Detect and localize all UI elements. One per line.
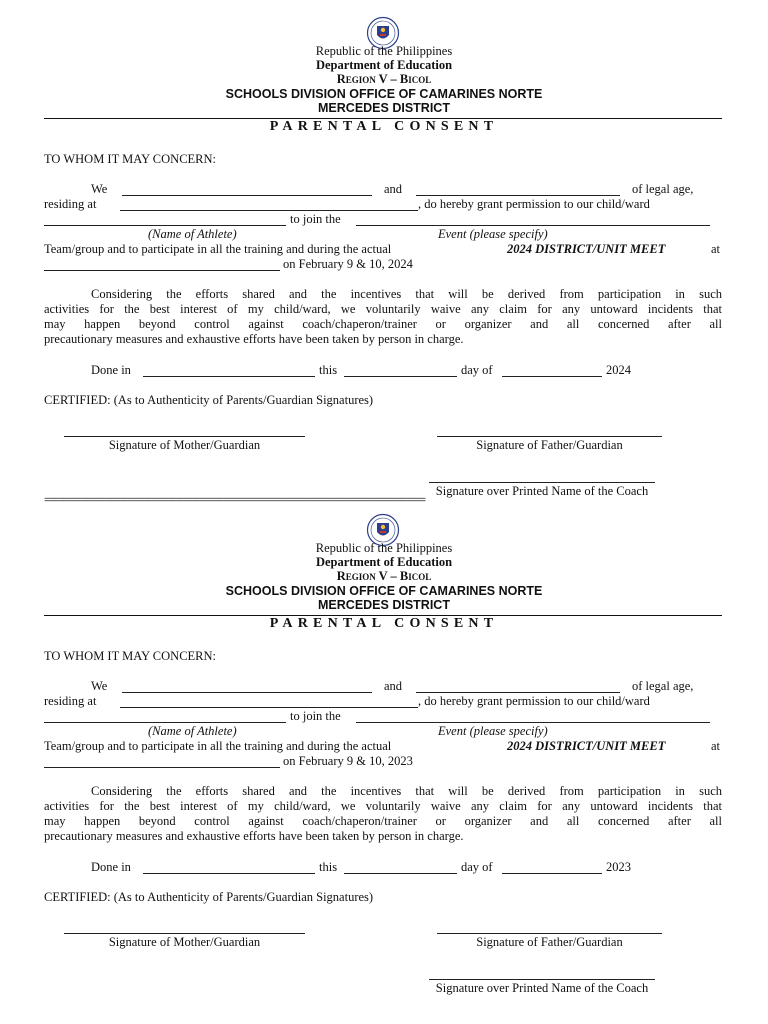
header-department: Department of Education [315, 58, 453, 72]
header-region: Region V – Bicol [336, 569, 432, 583]
done-place-field[interactable] [143, 873, 315, 874]
header-district: MERCEDES DISTRICT [318, 101, 450, 115]
consider-line-3: may happen beyond control against coach/chaperon/trainer or organizer and all concerned after all [44, 814, 722, 828]
consent-form-2 [0, 511, 768, 1007]
month-field[interactable] [502, 873, 602, 874]
done-in-label: Done in [91, 860, 131, 874]
team-text: Team/group and to participate in all the training and during the actual [44, 242, 392, 256]
consider-line-2: activities for the best interest of my child/ward, we voluntarily waive any claim for any untoward incidents that [44, 302, 722, 316]
parent1-name-field[interactable] [122, 195, 372, 196]
consider-line-4: precautionary measures and exhaustive efforts have been taken by person in charge. [44, 829, 464, 843]
this-label: this [319, 363, 338, 377]
and-label: and [384, 182, 403, 196]
father-signature-label: Signature of Father/Guardian [476, 935, 623, 949]
to-join-label: to join the [290, 212, 341, 226]
athlete-caption: (Name of Athlete) [148, 724, 237, 738]
at-label: at [711, 739, 721, 753]
team-text: Team/group and to participate in all the training and during the actual [44, 739, 392, 753]
meet-date: on February 9 & 10, 2023 [283, 754, 413, 768]
event-field[interactable] [356, 722, 710, 723]
father-signature-line[interactable] [437, 933, 662, 934]
venue-field[interactable] [44, 767, 280, 768]
this-label: this [319, 860, 338, 874]
header-district: MERCEDES DISTRICT [318, 598, 450, 612]
salutation: TO WHOM IT MAY CONCERN: [44, 152, 217, 166]
legal-age-label: of legal age, [632, 679, 694, 693]
athlete-caption: (Name of Athlete) [148, 227, 237, 241]
meet-name: 2024 DISTRICT/UNIT MEET [507, 739, 666, 753]
athlete-name-field[interactable] [44, 225, 286, 226]
residing-label: residing at [44, 197, 97, 211]
venue-field[interactable] [44, 270, 280, 271]
mother-signature-label: Signature of Mother/Guardian [108, 438, 261, 452]
permission-text: , do hereby grant permission to our child/ward [418, 197, 650, 211]
mother-signature-line[interactable] [64, 436, 305, 437]
mother-signature-line[interactable] [64, 933, 305, 934]
coach-signature-line[interactable] [429, 979, 655, 980]
father-signature-label: Signature of Father/Guardian [476, 438, 623, 452]
to-join-label: to join the [290, 709, 341, 723]
consider-line-1: Considering the efforts shared and the incentives that will be derived from participation in such [91, 287, 722, 301]
mother-signature-label: Signature of Mother/Guardian [108, 935, 261, 949]
and-label: and [384, 679, 403, 693]
header-division: SCHOOLS DIVISION OFFICE OF CAMARINES NORTE [225, 87, 543, 101]
day-of-label: day of [461, 860, 493, 874]
header-republic: Republic of the Philippines [315, 541, 453, 555]
event-caption: Event (please specify) [438, 227, 548, 241]
form-title: PARENTAL CONSENT [269, 616, 499, 631]
residing-label: residing at [44, 694, 97, 708]
coach-signature-label: Signature over Printed Name of the Coach [435, 981, 649, 995]
meet-name: 2024 DISTRICT/UNIT MEET [507, 242, 666, 256]
permission-text: , do hereby grant permission to our child/ward [418, 694, 650, 708]
father-signature-line[interactable] [437, 436, 662, 437]
consider-line-4: precautionary measures and exhaustive efforts have been taken by person in charge. [44, 332, 464, 346]
event-field[interactable] [356, 225, 710, 226]
meet-date: on February 9 & 10, 2024 [283, 257, 413, 271]
day-field[interactable] [344, 376, 457, 377]
header-republic: Republic of the Philippines [315, 44, 453, 58]
consent-form-1 [0, 14, 768, 510]
coach-signature-label: Signature over Printed Name of the Coach [435, 484, 649, 498]
certified-label: CERTIFIED: (As to Authenticity of Parents/Guardian Signatures) [44, 890, 374, 904]
year-label: 2024 [606, 363, 631, 377]
certified-label: CERTIFIED: (As to Authenticity of Parents/Guardian Signatures) [44, 393, 374, 407]
month-field[interactable] [502, 376, 602, 377]
event-caption: Event (please specify) [438, 724, 548, 738]
we-label: We [91, 182, 108, 196]
we-label: We [91, 679, 108, 693]
done-in-label: Done in [91, 363, 131, 377]
day-field[interactable] [344, 873, 457, 874]
athlete-name-field[interactable] [44, 722, 286, 723]
parent2-name-field[interactable] [416, 692, 620, 693]
form-separator: ================================================================================= [44, 497, 425, 507]
salutation: TO WHOM IT MAY CONCERN: [44, 649, 217, 663]
consider-line-1: Considering the efforts shared and the incentives that will be derived from participation in such [91, 784, 722, 798]
parent1-name-field[interactable] [122, 692, 372, 693]
header-department: Department of Education [315, 555, 453, 569]
done-place-field[interactable] [143, 376, 315, 377]
coach-signature-line[interactable] [429, 482, 655, 483]
form-title: PARENTAL CONSENT [269, 119, 499, 134]
parent2-name-field[interactable] [416, 195, 620, 196]
header-region: Region V – Bicol [336, 72, 432, 86]
year-label: 2023 [606, 860, 631, 874]
legal-age-label: of legal age, [632, 182, 694, 196]
consider-line-3: may happen beyond control against coach/chaperon/trainer or organizer and all concerned after all [44, 317, 722, 331]
header-division: SCHOOLS DIVISION OFFICE OF CAMARINES NORTE [225, 584, 543, 598]
address-field[interactable] [120, 210, 418, 211]
day-of-label: day of [461, 363, 493, 377]
at-label: at [711, 242, 721, 256]
consider-line-2: activities for the best interest of my child/ward, we voluntarily waive any claim for any untoward incidents that [44, 799, 722, 813]
address-field[interactable] [120, 707, 418, 708]
